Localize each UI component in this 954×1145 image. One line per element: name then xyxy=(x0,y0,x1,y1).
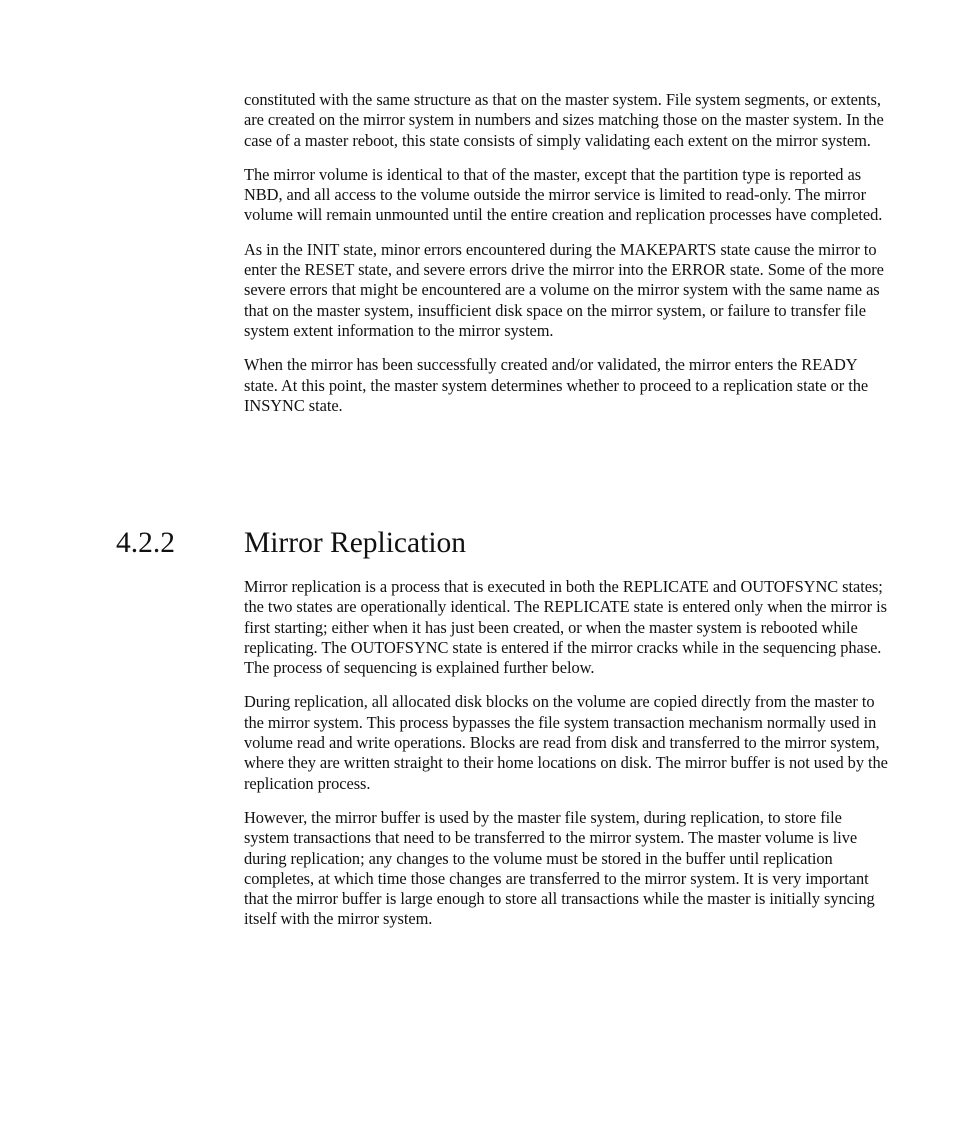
paragraph-makeparts-errors: As in the INIT state, minor errors encountered during the MAKEPARTS state cause the mirror to enter the RESET state, and severe errors drive the mirror into the ERROR state. Some of the more severe errors that might be encountered are a volume on the mirror system with the same name as that on the master system, insufficient disk space on the mirror system, or failure to transfer file system extent information to the mirror system. xyxy=(244,239,884,340)
section-number: 4.2.2 xyxy=(116,527,175,559)
intro-text-block xyxy=(244,90,889,430)
section-text-block xyxy=(244,577,889,944)
section-title: Mirror Replication xyxy=(244,527,467,559)
section-heading xyxy=(116,523,466,563)
paragraph-ready-state: When the mirror has been successfully created and/or validated, the mirror enters the READY state. At this point, the master system determines whether to proceed to a replication state or the INSYNC state. xyxy=(244,355,869,415)
paragraph-makeparts-structure: constituted with the same structure as that on the master system. File system segments, or extents, are created on the mirror system in numbers and sizes matching those on the master system. In the case of a master reboot, this state consists of simply validating each extent on the mirror system. xyxy=(244,90,884,150)
paragraph-mirror-volume: The mirror volume is identical to that of the master, except that the partition type is reported as NBD, and all access to the volume outside the mirror service is limited to read-only. The mirror volume will remain unmounted until the entire creation and replication processes have completed. xyxy=(244,164,883,225)
paragraph-replication-overview: Mirror replication is a process that is executed in both the REPLICATE and OUTOFSYNC states; the two states are operationally identical. The REPLICATE state is entered only when the mirror is first starting; either when it has just been created, or when the master system is rebooted while replicating. The OUTOFSYNC state is entered if the mirror cracks while in the sequencing phase. The process of sequencing is explained further below. xyxy=(244,577,887,678)
paragraph-replication-process: During replication, all allocated disk blocks on the volume are copied directly from the master to the mirror system. This process bypasses the file system transaction mechanism normally used in volume read and write operations. Blocks are read from disk and transferred to the mirror system, where they are written straight to their home locations on disk. The mirror buffer is not used by the replication process. xyxy=(244,692,888,793)
paragraph-mirror-buffer: However, the mirror buffer is used by the master file system, during replication, to store file system transactions that need to be transferred to the mirror system. The master volume is live during replication; any changes to the volume must be stored in the buffer until replication completes, at which time those changes are transferred to the mirror system. It is very important that the mirror buffer is large enough to store all transactions while the master is initially syncing itself with the mirror system. xyxy=(244,807,875,929)
